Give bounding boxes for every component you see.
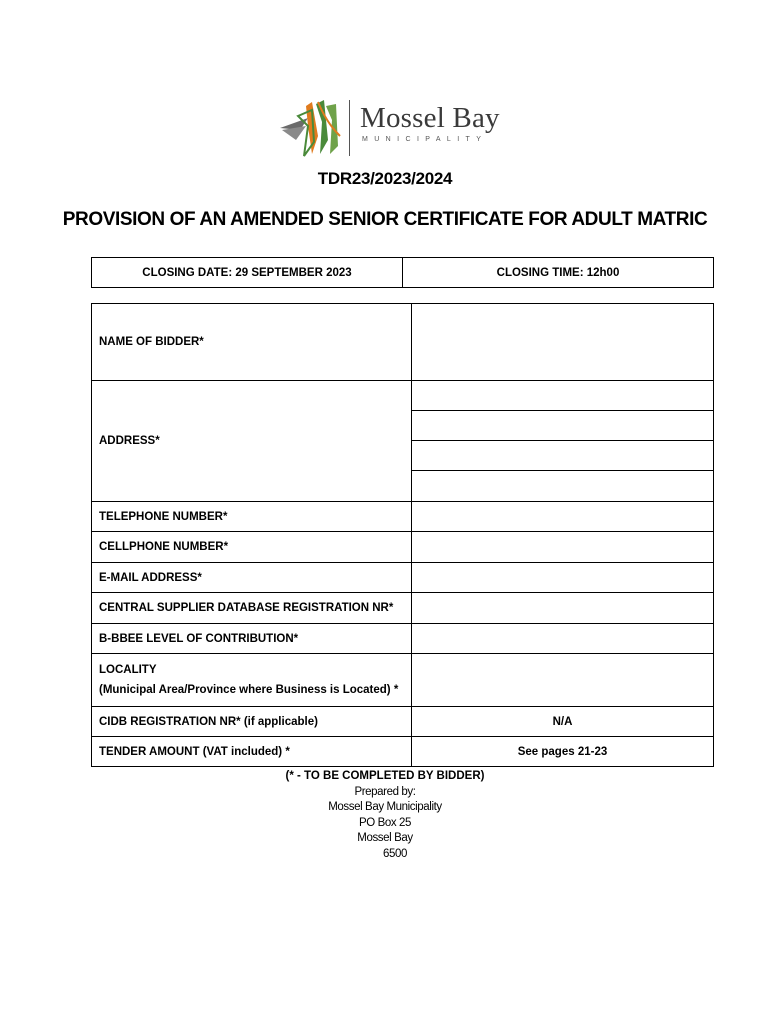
document-title: PROVISION OF AN AMENDED SENIOR CERTIFICATE FOR ADULT MATRIC	[62, 209, 708, 230]
locality-field[interactable]	[412, 654, 714, 707]
bbbee-level-label: B-BBEE LEVEL OF CONTRIBUTION*	[92, 624, 412, 654]
cidb-registration-value: N/A	[412, 707, 714, 737]
closing-date: CLOSING DATE: 29 SEPTEMBER 2023	[92, 258, 403, 288]
footer	[0, 769, 770, 862]
name-of-bidder-label: NAME OF BIDDER*	[92, 304, 412, 381]
logo-divider	[349, 100, 350, 156]
municipality-logo	[278, 96, 508, 160]
email-label: E-MAIL ADDRESS*	[92, 563, 412, 593]
logo-subtitle: MUNICIPALITY	[362, 136, 488, 143]
bidder-details-table	[91, 303, 714, 767]
completion-note: (* - TO BE COMPLETED BY BIDDER)	[285, 770, 485, 782]
cidb-registration-label: CIDB REGISTRATION NR* (if applicable)	[92, 707, 412, 737]
postal-code: 6500	[383, 847, 407, 860]
csd-registration-label: CENTRAL SUPPLIER DATABASE REGISTRATION NR*	[92, 593, 412, 624]
csd-registration-field[interactable]	[412, 593, 714, 624]
cellphone-label: CELLPHONE NUMBER*	[92, 532, 412, 563]
logo-name: Mossel Bay	[360, 102, 500, 134]
address-line-3-field[interactable]	[412, 441, 714, 471]
locality-sublabel: (Municipal Area/Province where Business is Located) *	[99, 684, 399, 696]
cellphone-field[interactable]	[412, 532, 714, 563]
po-box: PO Box 25	[358, 816, 411, 829]
telephone-label: TELEPHONE NUMBER*	[92, 502, 412, 532]
email-field[interactable]	[412, 563, 714, 593]
tender-amount-value: See pages 21-23	[412, 737, 714, 767]
closing-time: CLOSING TIME: 12h00	[403, 258, 714, 288]
town: Mossel Bay	[357, 832, 413, 844]
locality-label-cell	[92, 654, 412, 707]
address-label: ADDRESS*	[92, 381, 412, 502]
address-line-4-field[interactable]	[412, 471, 714, 502]
telephone-field[interactable]	[412, 502, 714, 532]
prepared-by: Prepared by:	[354, 785, 416, 798]
address-line-1-field[interactable]	[412, 381, 714, 411]
closing-table	[91, 257, 714, 288]
tender-reference: TDR23/2023/2024	[317, 169, 453, 188]
locality-label: LOCALITY	[99, 664, 157, 676]
bbbee-level-field[interactable]	[412, 624, 714, 654]
address-line-2-field[interactable]	[412, 411, 714, 441]
tender-amount-label: TENDER AMOUNT (VAT included) *	[92, 737, 412, 767]
prepared-by-org: Mossel Bay Municipality	[328, 801, 442, 813]
mossel-bay-logo-icon	[278, 96, 350, 160]
name-of-bidder-field[interactable]	[412, 304, 714, 381]
